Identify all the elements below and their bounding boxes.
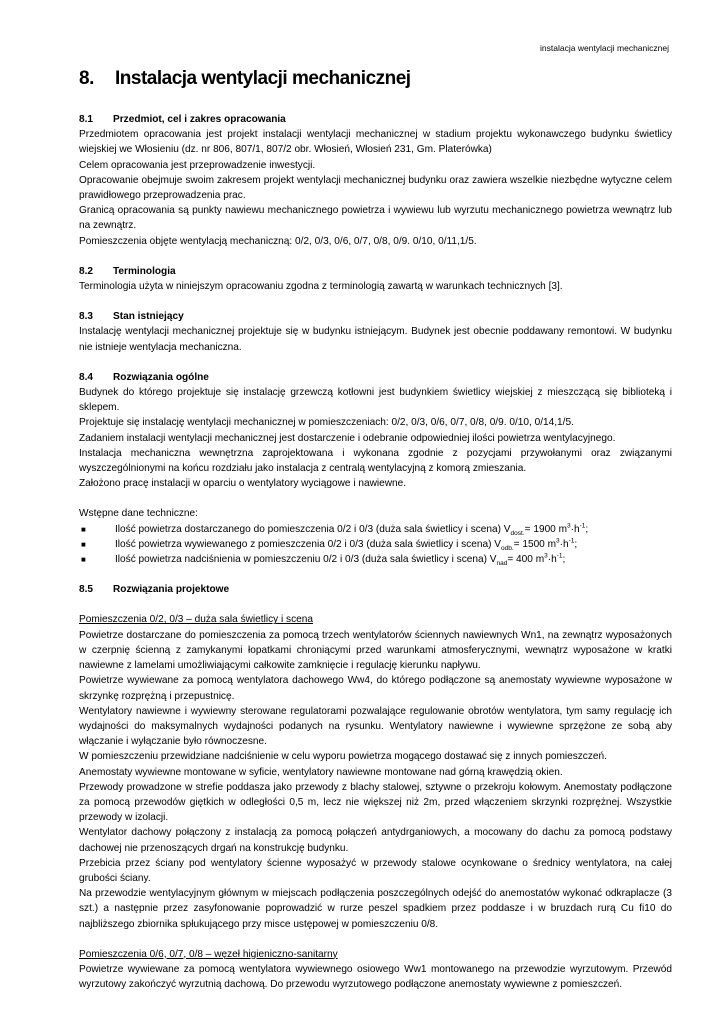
- bullet-text: Ilość powietrza dostarczanego do pomieszczenia 0/2 i 0/3 (duża sala świetlicy i scena) V: [115, 523, 511, 535]
- paragraph: Założono pracę instalacji w oparciu o wentylatory wyciągowe i nawiewne.: [79, 478, 407, 490]
- bullet-end: ;: [562, 554, 566, 566]
- paragraph: Powietrze wywiewane za pomocą wentylatora dachowego Ww4, do którego podłączone są anemostaty wywiewne wyposażone w skrzynkę rozprężną i przepustnicę.: [79, 675, 672, 702]
- bullet-square-icon: ■: [81, 524, 86, 534]
- paragraph: Projektuje się instalację wentylacji mechanicznej w pomieszczeniach: 0/2, 0/3, 0/6, 0/7, 0/8, 0/9. 0/10, 0/14,1/5.: [79, 417, 574, 429]
- document-page: [79, 66, 672, 992]
- paragraph: Terminologia użyta w niniejszym opracowaniu zgodna z terminologią zawartą w warunkach technicznych [3].: [79, 281, 563, 293]
- running-header: instalacja wentylacji mechanicznej: [540, 43, 669, 53]
- section-heading-8-2: [79, 264, 672, 279]
- list-item: [79, 522, 672, 537]
- paragraph: Budynek do którego projektuje się instalację grzewczą kotłowni jest budynkiem świetlicy wiejskiej z mieszczącą się biblioteką i sklepem.: [79, 387, 672, 414]
- section-title: Terminologia: [113, 265, 176, 277]
- paragraph: Wentylatory nawiewne i wywiewny sterowane regulatorami pozwalające regulowanie obrotów wentylatora, tym samy regulację ich wydajności do maksymalnych wydajności podanych na rysunku. Wentylatory nawiewne i wywiewne sprzężone ze sobą aby włączanie i wyłączanie było równoczesne.: [79, 705, 672, 748]
- section-number: 8.4: [79, 371, 94, 383]
- paragraph: Anemostaty wywiewne montowane w syficie, wentylatory nawiewne montowane nad górną krawędzią okien.: [79, 766, 563, 778]
- section-title: Rozwiązania ogólne: [113, 371, 209, 383]
- paragraph: Instalacja mechaniczna wewnętrzna zaprojektowana i wykonana zgodnie z pozycjami przywołanymi oraz związanymi wyszczególnionymi na końcu rozdziału jako instalacja z centralą wentylacyjną z komorą zmieszania.: [79, 447, 672, 475]
- paragraph: Opracowanie obejmuje swoim zakresem projekt wentylacji mechanicznej budynku oraz zawiera wszelkie niezbędne wytyczne celem prawidłowego przeprowadzenia prac.: [79, 174, 672, 202]
- section-heading-8-4: [79, 370, 672, 385]
- superscript: 3: [556, 537, 560, 545]
- bullet-value: = 1900 m: [524, 523, 568, 535]
- paragraph: Powietrze dostarczane do pomieszczenia za pomocą trzech wentylatorów ściennych nawiewnych Wn1, na zewnątrz wyposażonych w czerpnię ścienną z zamykanymi łopatkami chroniącymi przed warunkami atmosferycznymi, wewnątrz wyposażone w kratki nawiewne z lamelami umożliwiającymi całkowite zamknięcie i regulację kierunku napływu.: [79, 629, 672, 672]
- superscript: -1: [579, 522, 586, 530]
- bullet-value: = 400 m: [507, 554, 545, 566]
- bullet-square-icon: ■: [81, 539, 86, 549]
- list-item: [79, 552, 672, 567]
- superscript: -1: [568, 537, 575, 545]
- paragraph: Przewody prowadzone w strefie poddasza jako przewody z blachy stalowej, sztywne o przekroju kołowym. Anemostaty podłączone za pomocą przewodów giętkich w odległości 0,5 m, lecz nie większej niż 2m, przed włączeniem skrzynki rozprężnej. Wszystkie przewody w izolacji.: [79, 781, 672, 824]
- bullet-square-icon: ■: [81, 555, 86, 565]
- paragraph: Powietrze wywiewane za pomocą wentylatora wywiewnego osiowego Ww1 montowanego na przewodzie wyrzutowym. Przewód wyrzutowy zakończyć wyrzutnią dachową. Do przewodu wyrzutowego podłączone anemostaty wywiewne z pomieszczeń.: [79, 963, 672, 991]
- tech-data-list: [79, 522, 672, 568]
- bullet-text: Ilość powietrza nadciśnienia w pomieszczeniu 0/2 i 0/3 (duża sala świetlicy i scena) V: [115, 554, 497, 566]
- superscript: 3: [567, 522, 571, 530]
- subscript: dost.: [510, 529, 525, 537]
- paragraph: W pomieszczeniu przewidziane nadciśnienie w celu wyporu powietrza mogącego dostawać się z innych pomieszczeń.: [79, 751, 607, 763]
- bullet-end: ;: [574, 538, 578, 550]
- section-number: 8.2: [79, 265, 94, 277]
- subscript: odb.: [500, 544, 514, 552]
- paragraph: Granicą opracowania są punkty nawiewu mechanicznego powietrza i wywiewu lub wyrzutu mechanicznego powietrza wewnątrz lub na zewnątrz.: [79, 205, 672, 232]
- section-heading-8-3: [79, 309, 672, 324]
- paragraph: Celem opracowania jest przeprowadzenie inwestycji.: [79, 159, 316, 171]
- section-title: Przedmiot, cel i zakres opracowania: [113, 114, 286, 125]
- section-heading-8-1: [79, 112, 672, 127]
- list-item: [79, 537, 672, 552]
- bullet-unit: ·h: [570, 523, 580, 535]
- section-title: Rozwiązania projektowe: [113, 584, 230, 596]
- section-heading-8-5: [79, 582, 672, 597]
- bullet-text: Ilość powietrza wywiewanego z pomieszczenia 0/2 i 0/3 (duża sala świetlicy i scena) V: [115, 538, 501, 550]
- bullet-value: = 1500 m: [513, 538, 557, 550]
- paragraph: Na przewodzie wentylacyjnym głównym w miejscach podłączenia poszczególnych odejść do anemostatów wykonać odkraplacze (3 szt.) a następnie przez zasyfonowanie poprowadzić w rurze peszel spadkiem przez poddasze i w bruzdach rurą Cu fi10 do najbliższego zbiornika spłukującego przy misce ustępowej w pomieszczeniu 0/8.: [79, 888, 672, 930]
- section-number: 8.5: [79, 584, 94, 596]
- paragraph: Pomieszczenia objęte wentylacją mechaniczną: 0/2, 0/3, 0/6, 0/7, 0/8, 0/9. 0/10, 0/11,1/5.: [79, 235, 477, 247]
- section-title: Stan istniejący: [113, 311, 184, 323]
- subsection-heading: Pomieszczenia 0/2, 0/3 – duża sala świetlicy i scena: [79, 614, 313, 626]
- bullet-end: ;: [585, 523, 589, 535]
- paragraph: Instalację wentylacji mechanicznej projektuje się w budynku istniejącym. Budynek jest obecnie poddawany remontowi. W budynku nie istnieje wentylacja mechaniczna.: [79, 326, 672, 353]
- superscript: -1: [556, 552, 563, 560]
- paragraph: Wentylator dachowy połączony z instalacją za pomocą połączeń antydrganiowych, a mocowany do dachu za pomocą podstawy dachowej nie przenoszących drgań na konstrukcję budynku.: [79, 827, 672, 854]
- paragraph: Przedmiotem opracowania jest projekt instalacji wentylacji mechanicznej w stadium projektu wykonawczego budynku świetlicy wiejskiej we Włosieniu (dz. nr 806, 807/1, 807/2 obr. Włosień, Włosień 231, Gm. Platerówka): [79, 129, 672, 156]
- paragraph: Zadaniem instalacji wentylacji mechanicznej jest dostarczenie i odebranie odpowiedniej ilości powietrza wentylacyjnego.: [79, 432, 616, 444]
- chapter-title-text: Instalacja wentylacji mechanicznej: [115, 68, 411, 89]
- paragraph: Przebicia przez ściany pod wentylatory ścienne wyposażyć w przewody stalowe ocynkowane o średnicy wentylatora, na całej grubości ściany.: [79, 857, 672, 884]
- subsection-heading: Pomieszczenia 0/6, 0/7, 0/8 – węzeł higieniczno-sanitarny: [79, 948, 338, 960]
- chapter-title: [79, 66, 672, 92]
- subscript: nad: [496, 560, 508, 568]
- bullet-unit: ·h: [559, 538, 569, 550]
- section-number: 8.3: [79, 311, 94, 323]
- superscript: 3: [544, 552, 548, 560]
- chapter-number: 8.: [79, 68, 94, 89]
- section-number: 8.1: [79, 114, 94, 125]
- tech-data-intro: Wstępne dane techniczne:: [79, 508, 198, 520]
- bullet-unit: ·h: [547, 554, 557, 566]
